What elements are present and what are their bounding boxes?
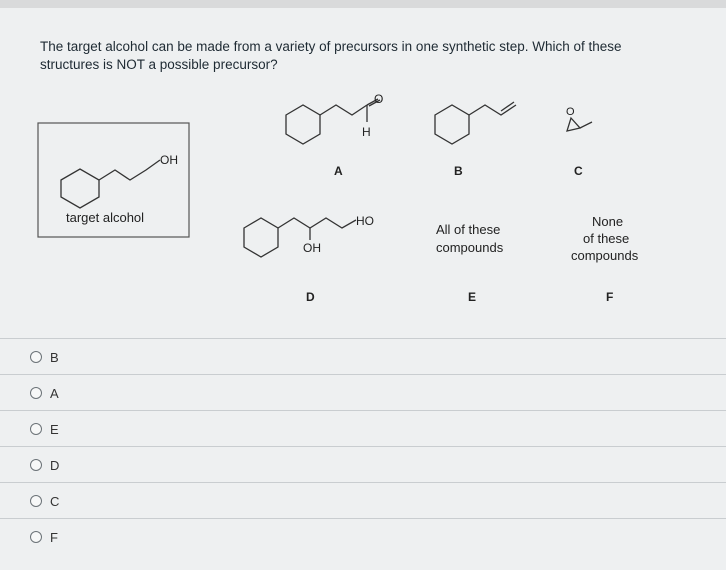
- compound-b-letter: B: [454, 164, 463, 178]
- compound-c-structure: [567, 118, 592, 131]
- answer-option[interactable]: [0, 446, 726, 483]
- compound-f-line1: None: [592, 214, 624, 229]
- answer-option[interactable]: [0, 338, 726, 375]
- compound-e-line1: All of these: [436, 222, 501, 237]
- compound-d-ho-label: HO: [356, 214, 374, 228]
- option-label: C: [50, 493, 60, 509]
- option-label: A: [50, 385, 59, 401]
- compound-d-structure: [244, 218, 356, 257]
- compound-d-oh-label: OH: [303, 241, 321, 255]
- compound-d-letter: D: [306, 290, 315, 304]
- compound-f-line3: compounds: [571, 248, 639, 263]
- answer-option[interactable]: [0, 482, 726, 519]
- compound-f-line2: of these: [583, 231, 630, 246]
- compound-a-letter: A: [334, 164, 343, 178]
- target-label: target alcohol: [66, 210, 145, 225]
- radio-button[interactable]: [30, 531, 42, 543]
- option-label: F: [50, 529, 58, 545]
- radio-button[interactable]: [30, 423, 42, 435]
- option-label: E: [50, 421, 59, 437]
- compound-e-line2: compounds: [436, 240, 504, 255]
- answer-option[interactable]: [0, 410, 726, 447]
- compound-a-o-label: O: [374, 92, 384, 106]
- target-structure: [61, 160, 160, 208]
- answer-option[interactable]: [0, 518, 726, 555]
- radio-button[interactable]: [30, 495, 42, 507]
- compound-c-letter: C: [574, 164, 583, 178]
- compound-f-letter: F: [606, 290, 614, 304]
- target-oh-label: OH: [160, 153, 178, 167]
- answer-option[interactable]: [0, 374, 726, 411]
- question-text: The target alcohol can be made from a variety of precursors in one synthetic step. Which of these structures is NOT a possible precursor?: [40, 39, 622, 72]
- radio-button[interactable]: [30, 459, 42, 471]
- option-label: D: [50, 457, 60, 473]
- radio-button[interactable]: [30, 387, 42, 399]
- radio-button[interactable]: [30, 351, 42, 363]
- compound-e-letter: E: [468, 290, 477, 304]
- compound-a-h-label: H: [362, 125, 371, 139]
- compound-c-o-label: O: [566, 106, 575, 118]
- compound-b-structure: [435, 102, 516, 144]
- option-label: B: [50, 349, 59, 365]
